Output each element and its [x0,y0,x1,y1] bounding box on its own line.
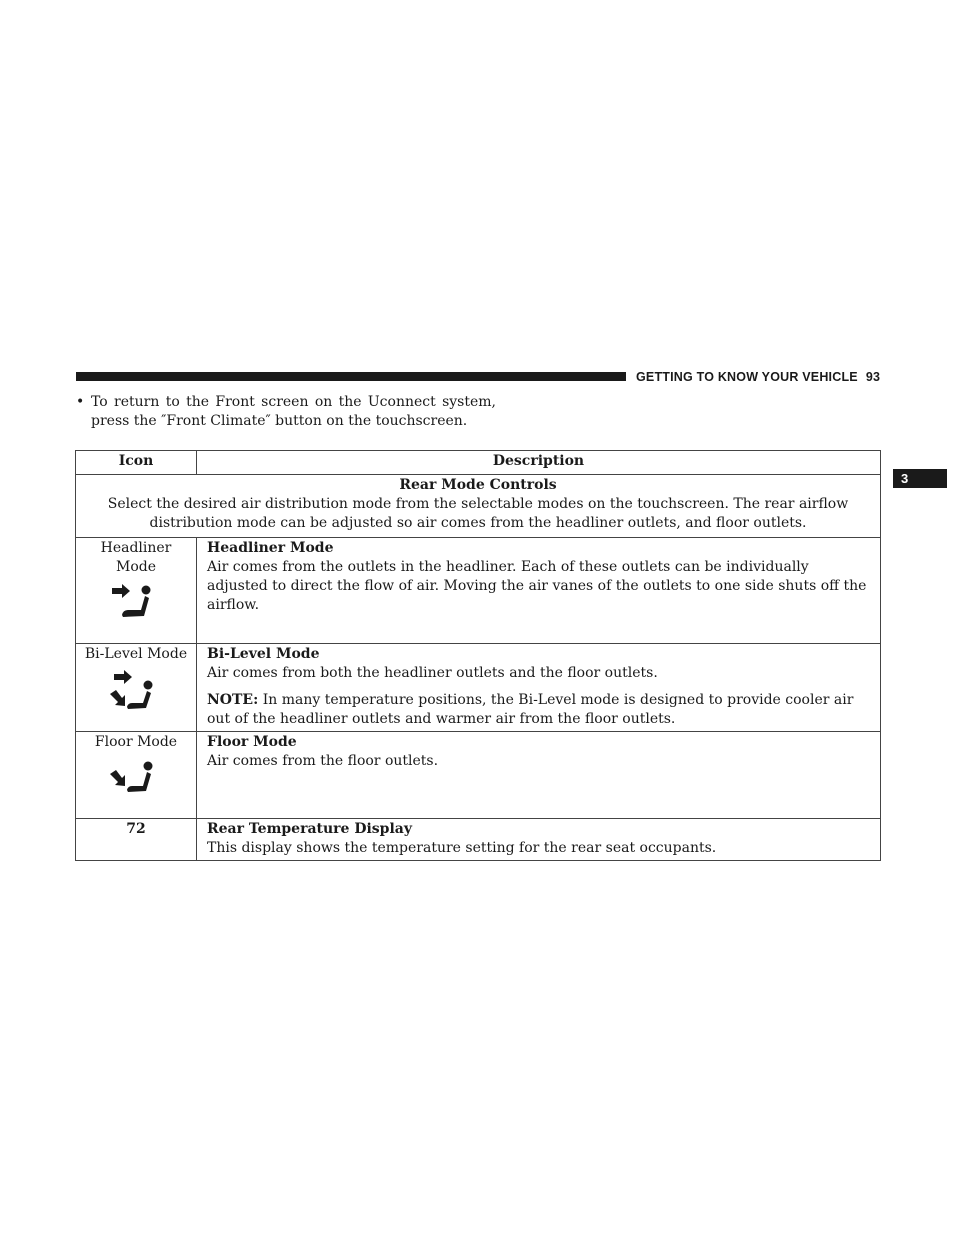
bullet-symbol: • [76,394,85,410]
section-body-text: Select the desired air distribution mode from the selectable modes on the touchscreen. The rear airflow distribution mode can be adjusted so air comes from the headliner outlets, and floor outlets. [107,496,849,531]
table-row [76,538,881,644]
page-number: 93 [865,370,881,384]
note-text: In many temperature positions, the Bi-Level mode is designed to provide cooler air out of the headliner outlets and warmer air from the floor outlets. [207,692,854,727]
section-title: GETTING TO KNOW YOUR VEHICLE [636,370,858,384]
icon-cell [76,538,197,644]
header-rule [76,372,626,381]
running-header [636,370,880,384]
section-cell [76,475,881,538]
icon-cell [76,644,197,732]
icon-label: Headliner Mode [100,540,172,575]
table-row [76,732,881,819]
row-title: Headliner Mode [207,540,334,556]
header-description: Description [197,451,881,475]
bullet-text: To return to the Front screen on the Uconnect system, press the ″Front Climate″ button on the touchscreen. [91,394,496,429]
description-cell [197,732,881,819]
note-label: NOTE: [207,692,259,708]
row-text: This display shows the temperature setting for the rear seat occupants. [207,840,717,856]
table-row [76,644,881,732]
header-icon: Icon [76,451,197,475]
description-cell [197,819,881,861]
bullet-item [76,393,496,431]
floor-mode-icon [108,758,164,802]
row-title: Bi-Level Mode [207,646,320,662]
icon-cell [76,819,197,861]
row-title: Rear Temperature Display [207,821,412,837]
note [207,691,872,729]
rear-mode-table [75,450,881,861]
temperature-value: 72 [126,821,146,837]
table-header-row [76,451,881,475]
description-cell [197,538,881,644]
chapter-tab: 3 [893,469,947,488]
row-text: Air comes from the outlets in the headliner. Each of these outlets can be individually adjusted to direct the flow of air. Moving the air vanes of the outlets to one side shuts off the airflow. [207,559,867,613]
bi-level-mode-icon [108,670,164,714]
row-text: Air comes from both the headliner outlets and the floor outlets. [207,665,658,681]
headliner-mode-icon [108,583,164,623]
row-title: Floor Mode [207,734,297,750]
table-row [76,819,881,861]
icon-label: Bi-Level Mode [84,646,188,662]
section-row [76,475,881,538]
icon-label: Floor Mode [94,734,178,750]
icon-cell [76,732,197,819]
description-cell [197,644,881,732]
row-text: Air comes from the floor outlets. [207,753,439,769]
section-title-text: Rear Mode Controls [399,477,557,493]
